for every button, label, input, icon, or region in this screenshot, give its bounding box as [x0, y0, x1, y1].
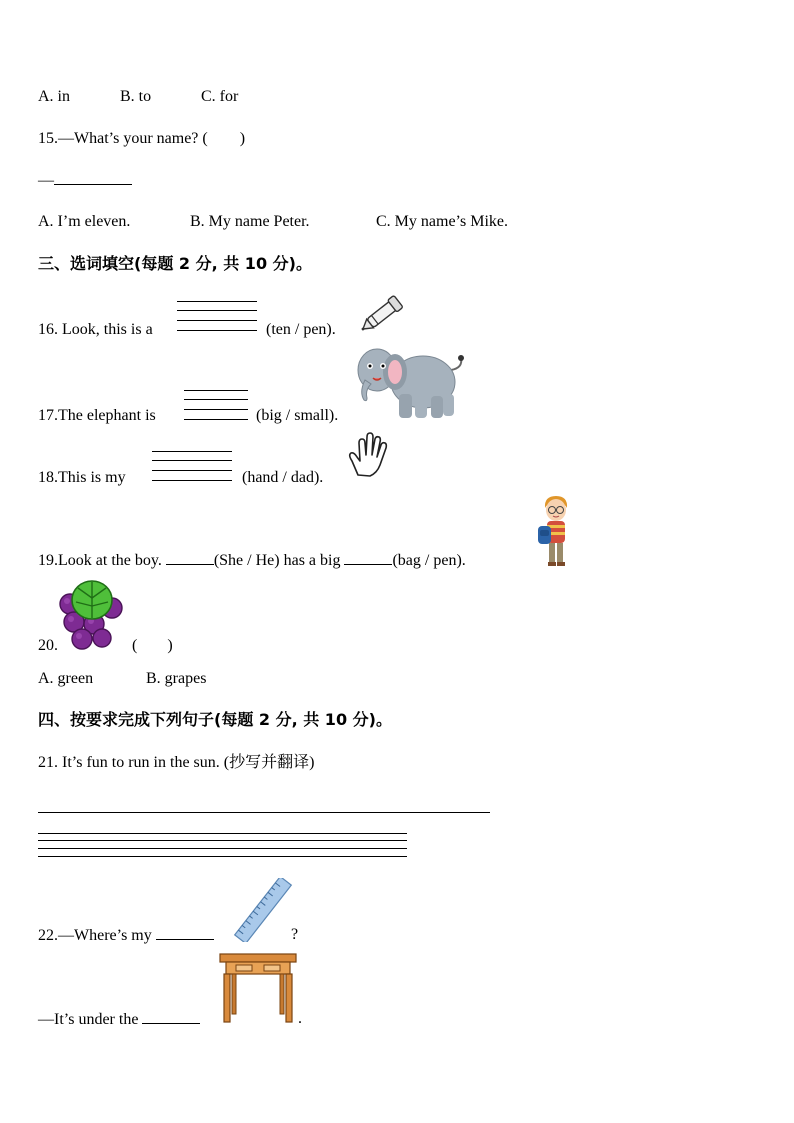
q19-blank-2[interactable]: [344, 550, 392, 565]
q17-choices: (big / small).: [256, 407, 339, 424]
q16-four-line-blank[interactable]: [177, 301, 257, 331]
q19-middle: (She / He) has a big: [213, 552, 341, 569]
q22-blank-1[interactable]: [156, 925, 214, 940]
q15-close-paren: ): [239, 130, 246, 147]
q21-text: 21. It’s fun to run in the sun. (抄写并翻译): [38, 754, 315, 771]
q17-prefix: 17.The elephant is: [38, 407, 156, 424]
q20-option-a: A. green: [38, 670, 94, 687]
q19-prefix: 19.Look at the boy.: [38, 552, 162, 569]
grapes-icon: [58, 576, 126, 652]
q22-answer-prefix: —It’s under the: [38, 1011, 139, 1028]
q15-option-a: A. I’m eleven.: [38, 213, 131, 230]
desk-icon: [218, 952, 298, 1024]
q16-choices: (ten / pen).: [266, 321, 336, 338]
section-4-heading: 四、按要求完成下列句子(每题 2 分, 共 10 分)。: [38, 710, 392, 729]
q20-open-paren: (: [132, 637, 138, 654]
q14-option-c: C. for: [201, 88, 239, 105]
q16-prefix: 16. Look, this is a: [38, 321, 153, 338]
q20-answer-paren: [132, 636, 173, 656]
q15-answer-line: [38, 170, 132, 191]
elephant-icon: [355, 344, 469, 422]
q18-choices: (hand / dad).: [242, 469, 324, 486]
ruler-icon: [232, 878, 294, 942]
q19-line: [38, 550, 466, 571]
q21-copy-four-line-blank[interactable]: [38, 833, 407, 857]
q15-answer-blank[interactable]: [54, 170, 132, 185]
boy-with-bag-icon: [536, 494, 576, 568]
q17-four-line-blank[interactable]: [184, 390, 248, 420]
q18-four-line-blank[interactable]: [152, 451, 232, 481]
section-3-heading: 三、选词填空(每题 2 分, 共 10 分)。: [38, 254, 312, 273]
hand-icon: [344, 431, 388, 479]
q20-number: 20.: [38, 637, 58, 654]
q15-question-text: 15.—What’s your name? (: [38, 130, 208, 147]
q15-question: [38, 129, 245, 149]
q22-question: [38, 925, 214, 946]
q22-answer-end: .: [298, 1010, 302, 1027]
q22-question-prefix: 22.—Where’s my: [38, 927, 152, 944]
q22-answer: [38, 1009, 200, 1030]
pen-icon: [355, 291, 411, 337]
q18-prefix: 18.This is my: [38, 469, 126, 486]
q22-blank-2[interactable]: [142, 1009, 200, 1024]
q15-option-c: C. My name’s Mike.: [376, 213, 508, 230]
q14-option-b: B. to: [120, 88, 152, 105]
q21-translation-line[interactable]: [38, 812, 490, 813]
q22-question-mark: ?: [291, 926, 299, 943]
q20-option-b: B. grapes: [146, 670, 207, 687]
q15-answer-dash: —: [38, 172, 54, 189]
q19-choices: (bag / pen).: [392, 552, 466, 569]
q14-option-a: A. in: [38, 88, 70, 105]
q15-option-b: B. My name Peter.: [190, 213, 310, 230]
q20-close-paren: ): [167, 637, 173, 654]
q19-blank-1[interactable]: [166, 550, 214, 565]
